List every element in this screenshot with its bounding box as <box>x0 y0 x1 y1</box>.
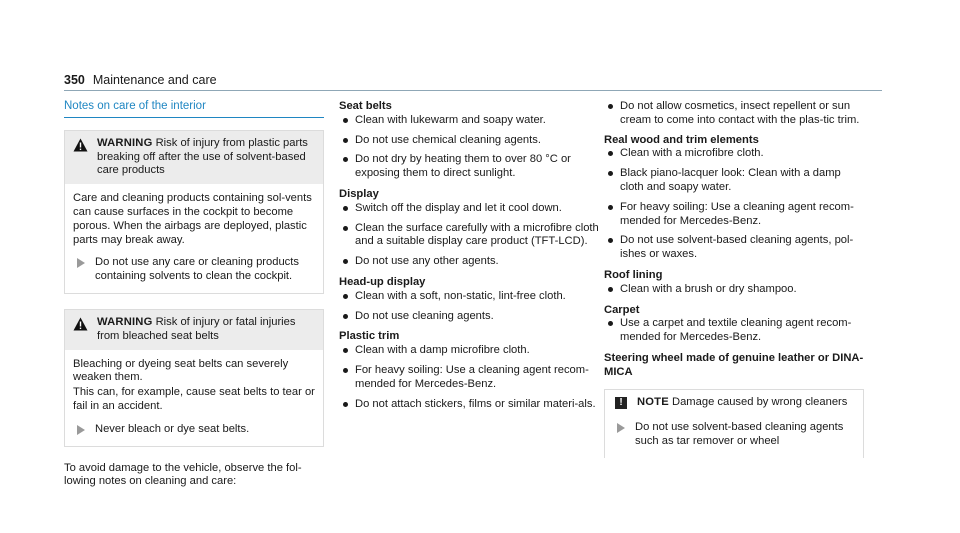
bullet-icon <box>343 259 348 264</box>
list-item-text: Do not allow cosmetics, insect repellent or sun cream to come into contact with the plas-tic trim. <box>620 100 860 126</box>
list-item <box>604 283 864 297</box>
list-item <box>339 153 599 181</box>
list-item-text: Clean with a microfibre cloth. <box>620 147 764 160</box>
bullet-icon <box>608 205 613 210</box>
list-item <box>339 134 599 148</box>
bullet-list <box>604 283 864 297</box>
bullet-list <box>604 317 864 345</box>
warning-text: This can, for example, cause seat belts to tear or fail in an accident. <box>73 386 315 412</box>
list-item-text: Clean with a damp microfibre cloth. <box>355 344 530 357</box>
bullet-list <box>604 100 864 128</box>
list-item <box>339 310 599 324</box>
list-item <box>604 147 864 161</box>
list-item-text: Clean with a soft, non-static, lint-free cloth. <box>355 289 566 302</box>
group-display <box>339 188 599 269</box>
bullet-icon <box>343 294 348 299</box>
bullet-list <box>604 147 864 262</box>
bullet-list <box>339 202 599 269</box>
group-carpet <box>604 304 864 345</box>
list-item <box>339 364 599 392</box>
page-header <box>64 73 217 87</box>
bullet-list <box>339 290 599 324</box>
list-item-text: Switch off the display and let it cool down. <box>355 201 562 214</box>
section-title: Notes on care of the interior <box>64 100 324 118</box>
subheading: Head-up display <box>339 275 426 288</box>
list-item <box>604 201 864 229</box>
bullet-icon <box>343 226 348 231</box>
list-item-text: Do not use chemical cleaning agents. <box>355 133 541 146</box>
list-item <box>339 344 599 358</box>
bullet-icon <box>608 287 613 292</box>
play-arrow-icon <box>77 258 85 284</box>
warning-text: Care and cleaning products containing sol-vents can cause surfaces in the cockpit to become porous. When the airbags are deployed, plastic parts may break away. <box>73 192 312 246</box>
instruction-text: Do not use any care or cleaning products containing solvents to clean the cockpit. <box>95 256 299 283</box>
warning-label: WARNING <box>97 136 153 149</box>
bullet-icon <box>343 138 348 143</box>
warning-label: WARNING <box>97 315 153 328</box>
list-item-text: Clean with a brush or dry shampoo. <box>620 282 797 295</box>
warning-triangle-icon <box>73 138 89 152</box>
bullet-icon <box>343 348 348 353</box>
bullet-list <box>339 344 599 411</box>
bullet-icon <box>343 402 348 407</box>
warning-header <box>65 131 323 184</box>
subheading: Plastic trim <box>339 330 400 343</box>
bullet-list <box>339 114 599 181</box>
intro-paragraph: To avoid damage to the vehicle, observe the fol-lowing notes on cleaning and care: <box>64 461 302 488</box>
group-roof-lining <box>604 269 864 297</box>
list-item <box>604 234 864 262</box>
bullet-icon <box>343 368 348 373</box>
bullet-icon <box>343 118 348 123</box>
list-item-text: For heavy soiling: Use a cleaning agent recom-mended for Mercedes-Benz. <box>355 363 589 390</box>
list-item <box>604 317 864 345</box>
bullet-icon <box>608 238 613 243</box>
warning-body <box>65 350 323 446</box>
warning-triangle-icon <box>73 317 89 331</box>
instruction-text: Do not use solvent-based cleaning agents such as tar remover or wheel <box>635 421 844 448</box>
note-label: NOTE <box>637 395 669 408</box>
note-heading: Damage caused by wrong cleaners <box>672 395 848 408</box>
bullet-icon <box>608 171 613 176</box>
list-item <box>604 100 864 128</box>
instruction-step <box>613 421 855 449</box>
instruction-step <box>73 256 315 284</box>
warning-box-seat-belts <box>64 309 324 447</box>
bullet-icon <box>608 104 613 109</box>
list-item <box>339 255 599 269</box>
exclamation-icon: ! <box>615 397 627 409</box>
subheading: Real wood and trim elements <box>604 133 759 146</box>
page-number: 350 <box>64 73 85 87</box>
list-item <box>339 290 599 304</box>
bullet-icon <box>343 314 348 319</box>
instruction-text: Never bleach or dye seat belts. <box>95 422 250 435</box>
subheading: Seat belts <box>339 100 392 112</box>
list-item-text: Do not use any other agents. <box>355 255 499 268</box>
instruction-step <box>73 423 315 437</box>
column-left <box>64 100 324 489</box>
group-seat-belts <box>339 100 599 181</box>
list-item-text: Clean the surface carefully with a microfibre cloth and a suitable display care product (TFT-LCD). <box>355 221 599 248</box>
warning-box-plastic <box>64 130 324 294</box>
list-item-text: Clean with lukewarm and soapy water. <box>355 113 546 126</box>
list-item <box>339 398 599 412</box>
list-item-text: Do not use cleaning agents. <box>355 309 494 322</box>
list-item-text: For heavy soiling: Use a cleaning agent recom-mended for Mercedes-Benz. <box>620 200 854 227</box>
bullet-icon <box>343 206 348 211</box>
note-box <box>604 389 864 458</box>
warning-heading: Risk of injury from plastic parts breaking off after the use of solvent-based care products <box>97 136 308 177</box>
list-item <box>339 202 599 216</box>
subheading: Roof lining <box>604 268 663 281</box>
warning-heading: Risk of injury or fatal injuries from bleached seat belts <box>97 315 296 342</box>
warning-text: Bleaching or dyeing seat belts can severely weaken them. <box>73 357 289 384</box>
bullet-icon <box>608 151 613 156</box>
bullet-icon <box>343 157 348 162</box>
group-head-up-display <box>339 276 599 323</box>
list-item-text: Use a carpet and textile cleaning agent recom-mended for Mercedes-Benz. <box>620 317 852 344</box>
play-arrow-icon <box>617 423 625 449</box>
list-item-text: Do not attach stickers, films or similar materi-als. <box>355 397 596 410</box>
note-body <box>605 421 863 458</box>
chapter-title: Maintenance and care <box>92 73 217 87</box>
header-divider <box>64 90 882 91</box>
column-right <box>604 100 864 473</box>
warning-header <box>65 310 323 350</box>
list-item-text: Do not dry by heating them to over 80 °C or exposing them to direct sunlight. <box>355 153 571 180</box>
list-item <box>339 114 599 128</box>
bullet-icon <box>608 321 613 326</box>
subheading: Steering wheel made of genuine leather or DINA-MICA <box>604 351 864 378</box>
list-item <box>339 222 599 250</box>
play-arrow-icon <box>77 425 85 437</box>
warning-body <box>65 184 323 293</box>
list-item <box>604 167 864 195</box>
note-header <box>605 390 863 416</box>
list-item-text: Do not use solvent-based cleaning agents, pol-ishes or waxes. <box>620 234 854 261</box>
group-real-wood <box>604 134 864 262</box>
subheading: Display <box>339 187 379 200</box>
group-plastic-trim <box>339 330 599 411</box>
list-item-text: Black piano-lacquer look: Clean with a damp cloth and soapy water. <box>620 167 841 193</box>
column-middle <box>339 100 599 418</box>
group-steering-wheel <box>604 352 864 380</box>
subheading: Carpet <box>604 303 640 316</box>
